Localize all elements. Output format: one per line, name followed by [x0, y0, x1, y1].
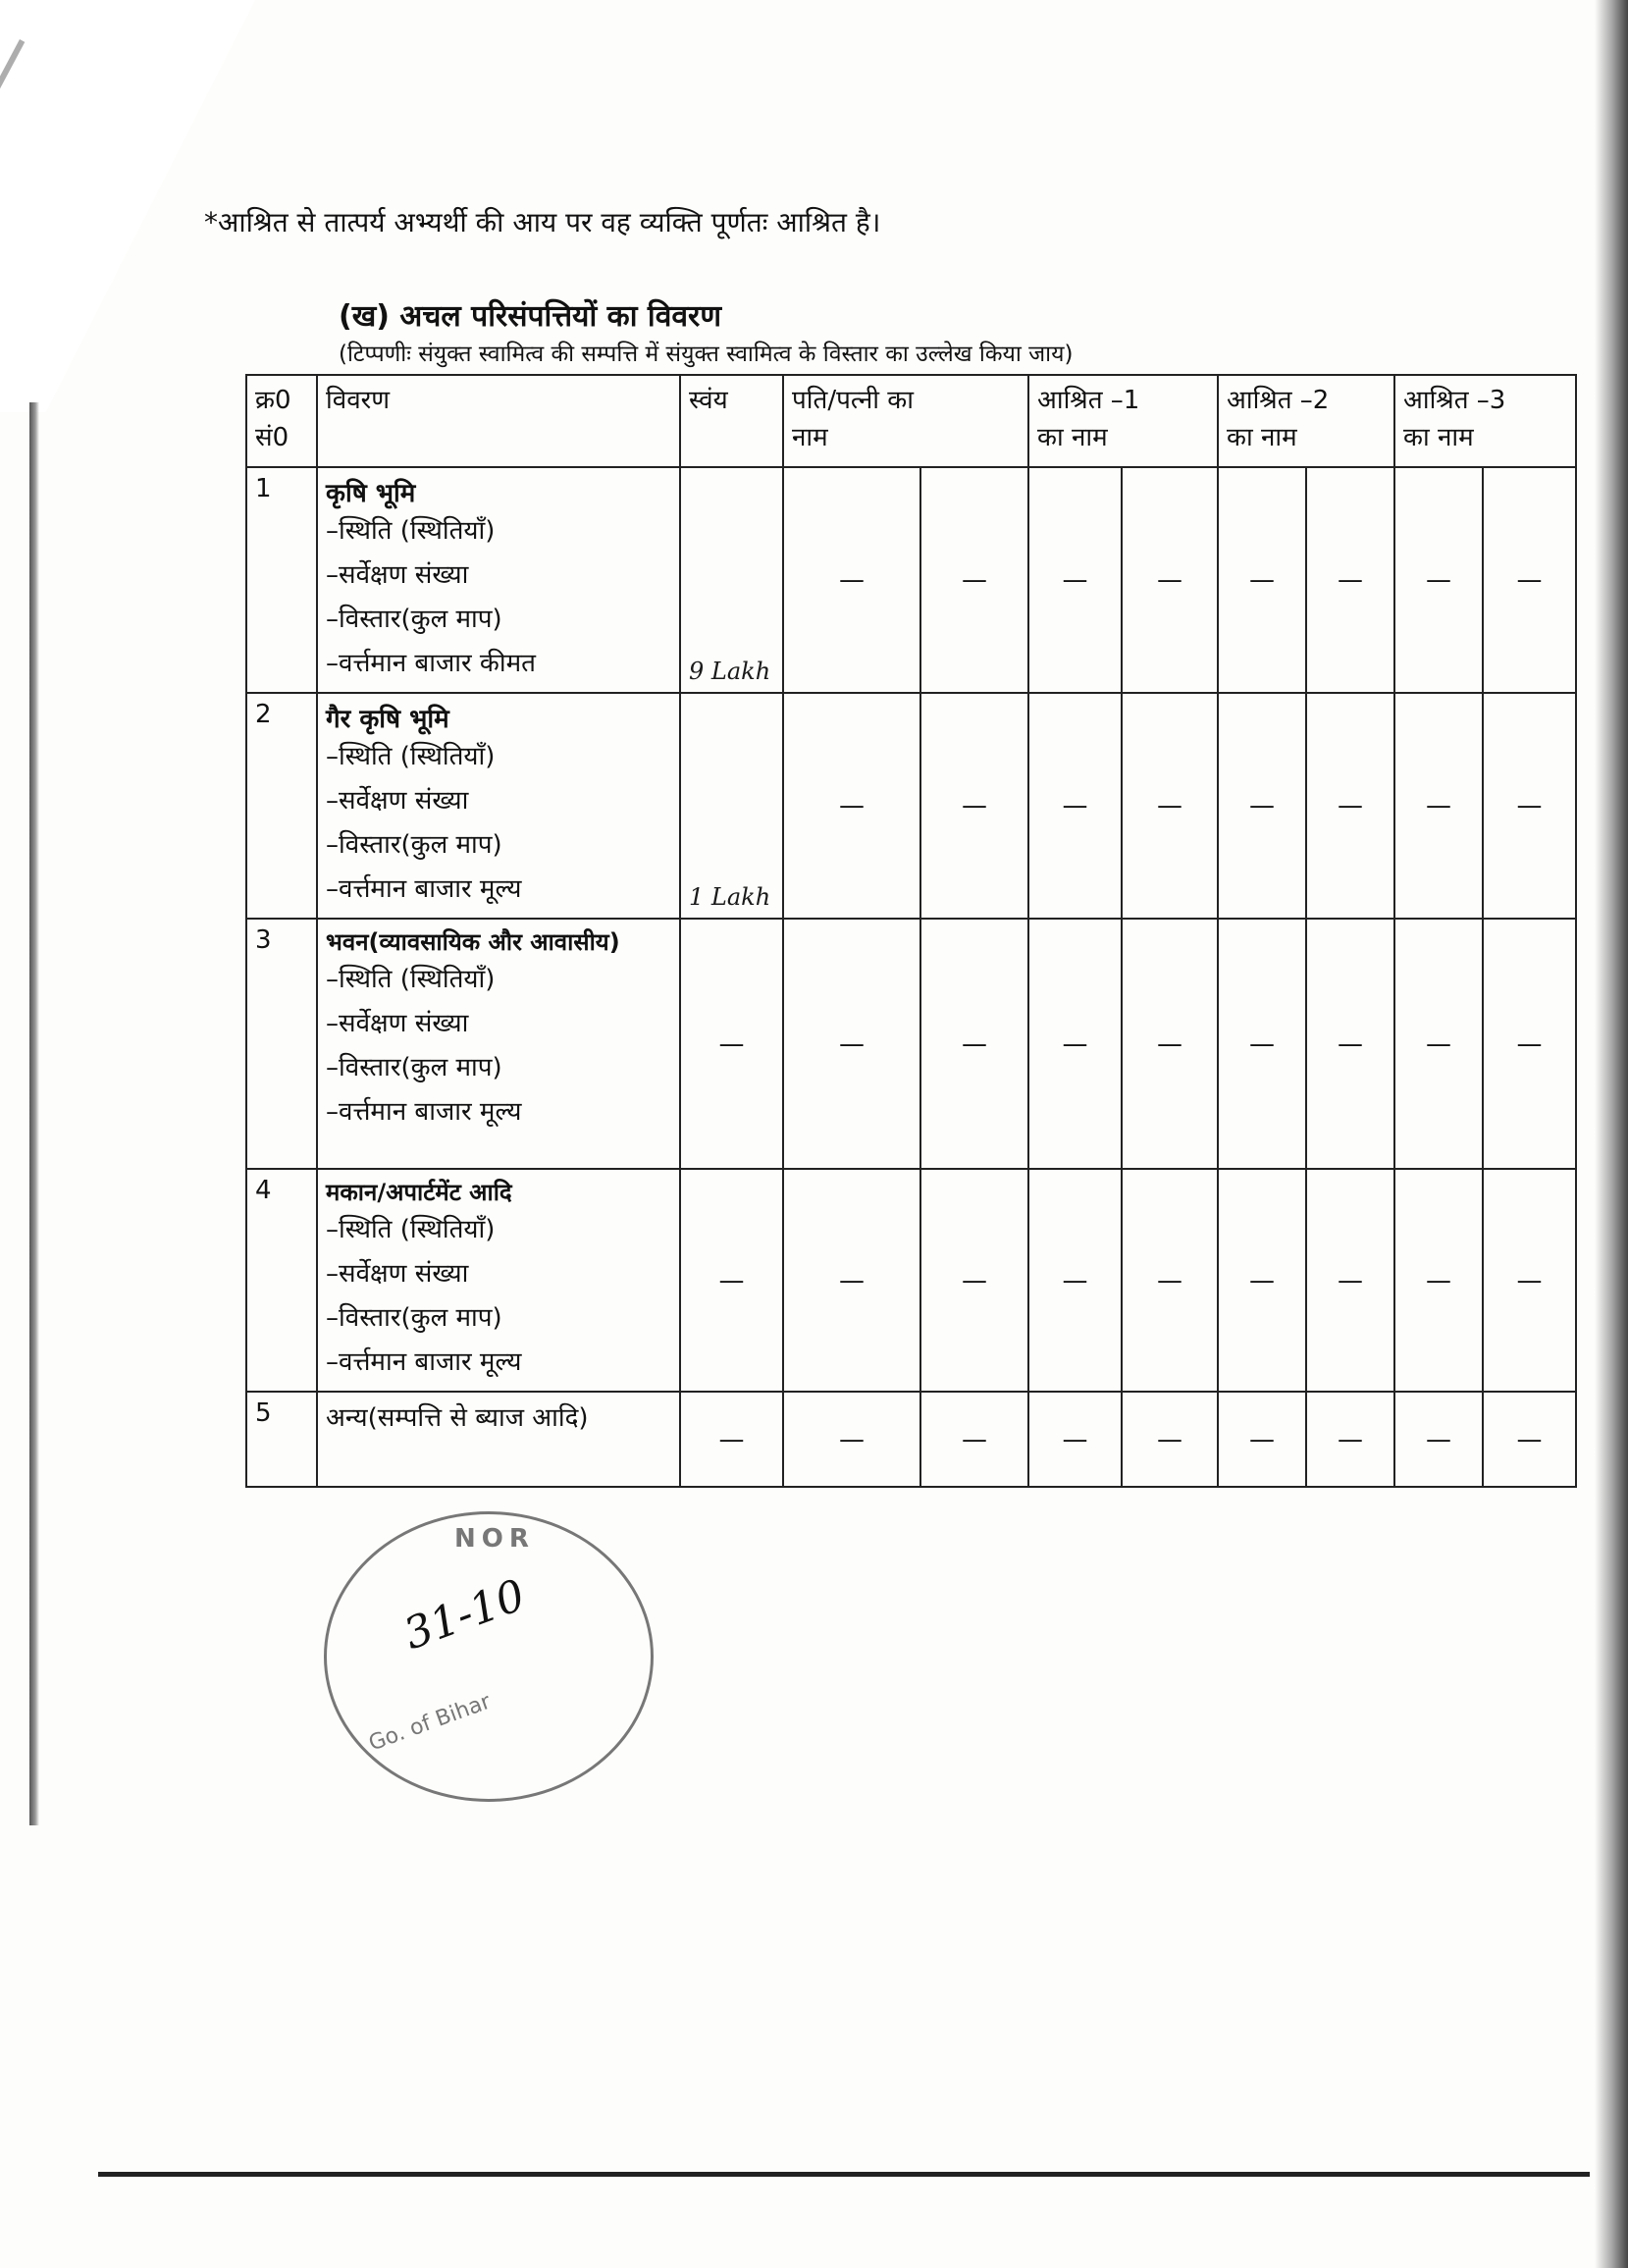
cell-dash: —	[1483, 919, 1576, 1169]
row-sno: 1	[246, 467, 317, 693]
cell-dash: —	[920, 919, 1028, 1169]
row-details: गैर कृषि भूमि –स्थिति (स्थितियाँ) –सर्वेक्षण संख्या –विस्तार(कुल माप) –वर्त्तमान बाजार मूल्य	[317, 693, 680, 919]
header-dependent-1: आश्रित –1 का नाम	[1028, 375, 1218, 467]
cell-dash: —	[1306, 693, 1394, 919]
cell-dash: —	[1028, 919, 1122, 1169]
cell-dash: —	[783, 1392, 920, 1487]
handwritten-signature: 31-10	[397, 1569, 532, 1661]
table-row	[246, 693, 1576, 919]
cell-dash: —	[1394, 1392, 1483, 1487]
cell-dash: —	[1028, 1169, 1122, 1392]
row-self-value: 9 Lakh	[680, 467, 783, 693]
dependent-note: *आश्रित से तात्पर्य अभ्यर्थी की आय पर वह व्यक्ति पूर्णतः आश्रित है।	[204, 206, 881, 238]
cell-dash: —	[1306, 1169, 1394, 1392]
cell-dash: —	[1394, 919, 1483, 1169]
cell-dash: —	[920, 467, 1028, 693]
cell-dash: —	[1394, 693, 1483, 919]
cell-dash: —	[1028, 467, 1122, 693]
cell-dash: —	[920, 693, 1028, 919]
cell-dash: —	[680, 919, 783, 1169]
cell-dash: —	[1218, 467, 1306, 693]
header-sno: क्र0 सं0	[246, 375, 317, 467]
table-header-row	[246, 375, 1576, 467]
table-row	[246, 467, 1576, 693]
cell-dash: —	[1218, 1169, 1306, 1392]
cell-dash: —	[1306, 919, 1394, 1169]
cell-dash: —	[783, 919, 920, 1169]
scan-shadow-right	[1595, 0, 1628, 2268]
row-details: मकान/अपार्टमेंट आदि –स्थिति (स्थितियाँ) –सर्वेक्षण संख्या –विस्तार(कुल माप) –वर्त्तमान बाजार मूल्य	[317, 1169, 680, 1392]
header-spouse: पति/पत्नी का नाम	[783, 375, 1028, 467]
table-row	[246, 1392, 1576, 1487]
official-seal: NOR Go. of Bihar	[324, 1511, 654, 1802]
cell-dash: —	[1218, 1392, 1306, 1487]
cell-dash: —	[1028, 1392, 1122, 1487]
header-self: स्वंय	[680, 375, 783, 467]
cell-dash: —	[920, 1169, 1028, 1392]
cell-dash: —	[1306, 1392, 1394, 1487]
row-sno: 5	[246, 1392, 317, 1487]
cell-dash: —	[783, 467, 920, 693]
table-row	[246, 1169, 1576, 1392]
cell-dash: —	[1218, 693, 1306, 919]
scan-shadow-left	[29, 402, 39, 1825]
cell-dash: —	[1394, 467, 1483, 693]
cell-dash: —	[680, 1392, 783, 1487]
header-details: विवरण	[317, 375, 680, 467]
table-row	[246, 919, 1576, 1169]
cell-dash: —	[1028, 693, 1122, 919]
row-details: अन्य(सम्पत्ति से ब्याज आदि)	[317, 1392, 680, 1487]
row-sno: 4	[246, 1169, 317, 1392]
row-self-value: 1 Lakh	[680, 693, 783, 919]
cell-dash: —	[1306, 467, 1394, 693]
cell-dash: —	[1122, 1169, 1218, 1392]
cell-dash: —	[1483, 693, 1576, 919]
row-sno: 2	[246, 693, 317, 919]
section-heading: (ख) अचल परिसंपत्तियों का विवरण	[339, 299, 722, 334]
cell-dash: —	[1394, 1169, 1483, 1392]
cell-dash: —	[1483, 1392, 1576, 1487]
row-details: भवन(व्यावसायिक और आवासीय) –स्थिति (स्थितियाँ) –सर्वेक्षण संख्या –विस्तार(कुल माप) –वर्त्तमान बाजार मूल्य	[317, 919, 680, 1169]
cell-dash: —	[920, 1392, 1028, 1487]
cell-dash: —	[1122, 467, 1218, 693]
cell-dash: —	[783, 693, 920, 919]
cell-dash: —	[1122, 1392, 1218, 1487]
cell-dash: —	[1122, 919, 1218, 1169]
cell-dash: —	[1483, 1169, 1576, 1392]
cell-dash: —	[1122, 693, 1218, 919]
section-subnote: (टिप्पणीः संयुक्त स्वामित्व की सम्पत्ति में संयुक्त स्वामित्व के विस्तार का उल्लेख किया जाय)	[339, 342, 1074, 367]
row-sno: 3	[246, 919, 317, 1169]
cell-dash: —	[783, 1169, 920, 1392]
header-dependent-2: आश्रित –2 का नाम	[1218, 375, 1394, 467]
header-dependent-3: आश्रित –3 का नाम	[1394, 375, 1576, 467]
seal-and-signature	[324, 1511, 716, 1796]
bottom-rule	[98, 2172, 1590, 2177]
cell-dash: —	[1218, 919, 1306, 1169]
row-details: कृषि भूमि –स्थिति (स्थितियाँ) –सर्वेक्षण संख्या –विस्तार(कुल माप) –वर्त्तमान बाजार कीमत	[317, 467, 680, 693]
immovable-assets-table	[245, 374, 1577, 1488]
cell-dash: —	[680, 1169, 783, 1392]
cell-dash: —	[1483, 467, 1576, 693]
